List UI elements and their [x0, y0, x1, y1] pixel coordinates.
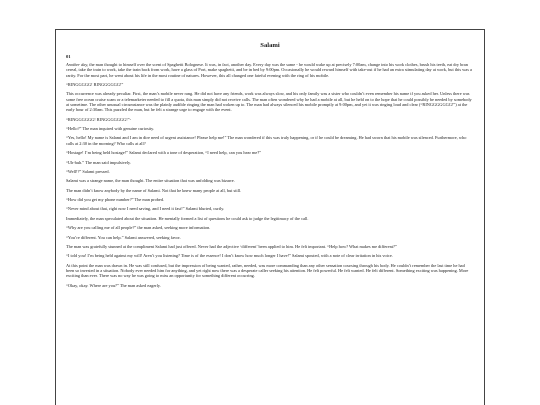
story-paragraph	[66, 117, 474, 122]
paragraph-text: At this point the man was drawn in. He was still confused, but the impression of being wanted, rather, needed, was more commanding than any other sensation coursing through his body. He couldn’t remember the last time he had been so invested in a situation. Nobody ever needed him for anything, and yet right now there was a desperate caller seeking his attention. He felt powerful. He felt wanted. He felt different. Something exciting was happening. More exciting than ever. There was no way he was going to miss an opportunity for something different occurring.	[66, 262, 469, 279]
paragraph-text: “Uh-huh.” The man said impulsively.	[66, 159, 132, 165]
paragraph-text: “Okay, okay. Where are you?” The man asked eagerly.	[66, 282, 161, 288]
paragraph-text: “Why are you calling me of all people?” the man asked, seeking more information.	[66, 225, 211, 231]
story-paragraph	[66, 169, 474, 174]
paragraph-text: “Hostage! I’m being held hostage!” Salami declared with a tone of desperation, “I need help, can you hear me?”	[66, 150, 262, 156]
paragraph-text: “RINGGGGGG! RINGGGGGGG!”-	[66, 116, 132, 122]
document-title: Salami	[260, 42, 280, 49]
story-paragraph	[66, 253, 474, 258]
story-paragraph	[66, 150, 474, 155]
paragraph-text: “RINGGGGG! RINGGGGGG!”	[66, 81, 124, 87]
paragraph-text: The man didn’t know anybody by the name of Salami. Not that he knew many people at all, but still.	[66, 187, 242, 193]
paragraph-text: “How did you get my phone number?” The man probed.	[66, 197, 165, 203]
story-paragraph	[66, 126, 474, 131]
story-paragraph	[66, 283, 474, 288]
story-paragraph	[66, 197, 474, 202]
story-paragraph	[66, 178, 474, 183]
story-paragraph	[66, 225, 474, 230]
paragraph-lead: Another day,	[66, 62, 89, 67]
story-paragraph	[66, 244, 474, 249]
paragraph-text: “You’re different. You can help.” Salami answered, seeking favor.	[66, 234, 181, 240]
story-paragraph	[66, 135, 474, 146]
story-paragraph	[66, 235, 474, 240]
chapter-number: 01	[66, 54, 71, 59]
paragraph-text: “I told you! I’m being held against my will! Aren’t you listening? Time is of the essence! I don’t know how much longer I have!” Salami spouted, with a note of clear irritation in his voice.	[66, 253, 393, 259]
paragraph-text: the man thought to himself over the scent of Spaghetti Bolognese. It was, in fact, another day. Every day was the same - he would wake up at precisely 7:00am, change into his work clothes, brush his teeth, eat dry bran cereal, take the train to work, take the train back from work, have a glass of Port, make spaghetti, and be in bed by 9:00pm. Occasionally he would reward himself with take-out if he had an extra stimulating day at work, but this was a rarity. For the most part, he went about his life in the most routine of natures. However, this all changed one fateful evening with the ring of his mobile.	[66, 62, 472, 78]
story-paragraph	[66, 263, 474, 279]
story-paragraph	[66, 62, 474, 78]
document-page	[55, 29, 485, 405]
story-paragraph	[66, 206, 474, 211]
story-paragraph	[66, 91, 474, 112]
paragraph-text: “Yes, hello! My name is Salami and I am in dire need of urgent assistance! Please help me!” The man wondered if this was truly happening, or if he could be dreaming. He had sworn that his mobile was silenced. Furthermore, who calls at 2:30 in the morning? Who calls at all?	[66, 135, 467, 146]
paragraph-text: “Hello?” The man inquired with genuine curiosity.	[66, 126, 155, 132]
paragraph-text: Salami was a strange name, the man thought. The entire situation that was unfolding was bizarre.	[66, 178, 235, 184]
paragraph-text: This occurrence was already peculiar. First, the man’s mobile never rang. He did not have any friends, work was always slow, and his only family was a sister who couldn’t even remember his name if you asked her. Unless there was some free ocean cruise scam or a telemarketer needed to fill a quota, this man simply did not receive calls. The man often wondered why he had a mobile at all, but he held on to the hope that he could possibly be needed by somebody at sometime. The other unusual circumstance was the plainly audible ringing the man had woken up to. The man had always silenced his mobile promptly at 9:00pm, and yet it was ringing loud and clear (“RINGGGGGGG!”) at the early hour of 2:30am. This puzzled the man, but he felt a strange urge to engage with the event.	[66, 91, 472, 113]
paragraph-text: The man was gratefully stunned at the compliment Salami had just offered. Never had the adjective ‘different’ been applied to him. He felt important. “Help how? What makes me different?”	[66, 244, 397, 250]
story-paragraph	[66, 216, 474, 221]
story-body	[66, 62, 474, 288]
story-paragraph	[66, 82, 474, 87]
story-paragraph	[66, 160, 474, 165]
paragraph-text: “Well!?” Salami pressed.	[66, 168, 110, 174]
story-paragraph	[66, 188, 474, 193]
paragraph-text: “Never mind about that, right now I need saving, and I need it fast!” Salami blurted, curtly.	[66, 206, 225, 212]
paragraph-text: Immediately, the man speculated about the situation. He mentally formed a list of questions he could ask to judge the legitimacy of the call.	[66, 215, 309, 221]
